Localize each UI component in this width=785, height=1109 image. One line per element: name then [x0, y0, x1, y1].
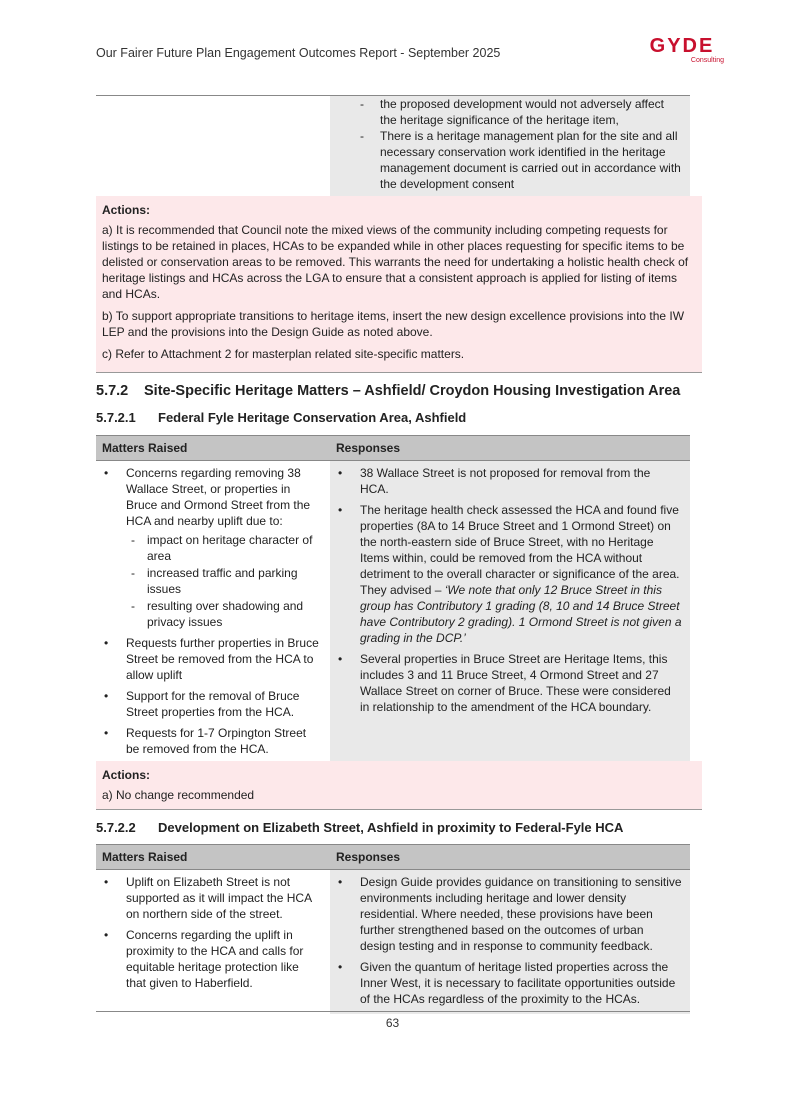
responses-header: Responses [330, 845, 690, 870]
logo-wordmark: GYDE [649, 35, 715, 57]
continued-table-row [96, 95, 690, 196]
list-item: • Requests for 1-7 Orpington Street be removed from the HCA. [96, 725, 330, 757]
actions-heading: Actions: [102, 768, 150, 782]
sub-list-item: - increased traffic and parking issues [126, 565, 322, 597]
table-row [96, 461, 690, 786]
subsection-number: 5.7.2.2 [96, 820, 136, 835]
list-item: • Requests further properties in Bruce Street be removed from the HCA to allow uplift [96, 635, 330, 683]
table-header-row [96, 436, 690, 461]
matters-table-1 [96, 435, 690, 786]
subsection-title: Development on Elizabeth Street, Ashfield in proximity to Federal-Fyle HCA [158, 820, 624, 835]
list-item: • Several properties in Bruce Street are Heritage Items, this includes 3 and 11 Bruce Street, 4 Ormond Street and 27 Wallace Street on corner of Bruce. These were considered in relationship to the amendment of the HCA boundary. [330, 651, 690, 715]
action-item: a) No change recommended [102, 788, 255, 802]
table-row [96, 870, 690, 1015]
matters-cell [96, 461, 330, 786]
list-item: • 38 Wallace Street is not proposed for removal from the HCA. [330, 465, 690, 497]
actions-block-2 [96, 761, 702, 810]
subsection-heading-5-7-2-1 [96, 410, 466, 425]
list-item: • Concerns regarding the uplift in proximity to the HCA and calls for equitable heritage protection like that given to Haberfield. [96, 927, 330, 991]
sub-list-item: - resulting over shadowing and privacy issues [126, 598, 322, 630]
page-number: 63 [385, 1016, 400, 1030]
continued-response-item: - There is a heritage management plan for the site and all necessary conservation work identified in the heritage management document is carried out in accordance with the development consent [330, 128, 690, 192]
list-item: • Given the quantum of heritage listed properties across the Inner West, it is necessary to facilitate opportunities outside of the HCAs regardless of the proximity to the HCAs. [330, 959, 690, 1007]
continued-responses-cell [330, 96, 690, 196]
list-item: • Uplift on Elizabeth Street is not supported as it will impact the HCA on northern side of the street. [96, 874, 330, 922]
matters-header: Matters Raised [96, 845, 330, 870]
action-item: a) It is recommended that Council note the mixed views of the community including competing requests for listings to be retained in places, HCAs to be expanded while in other places requesting for specific items to be delisted or conservation areas to be removed. This warrants the need for undertaking a holistic health check of heritage listings and HCAs across the LGA to ensure that a consistent approach is applied for listing of items and HCAs. [102, 223, 689, 301]
matters-table-2 [96, 844, 690, 1014]
action-item: b) To support appropriate transitions to heritage items, insert the new design excellence provisions into the IW LEP and the provisions into the Design Guide as noted above. [102, 309, 685, 339]
quoted-advice: ‘We note that only 12 Bruce Street in this group has Contributory 1 grading (8, 10 and 14 Bruce Street have Contributory 2 grading). 1 Ormond Street is not given a grading in the DCP.’ [360, 583, 682, 645]
responses-cell [330, 461, 690, 786]
continued-response-item: - the proposed development would not adversely affect the heritage significance of the heritage item, [330, 96, 690, 128]
report-title: Our Fairer Future Plan Engagement Outcomes Report - September 2025 [96, 46, 501, 60]
subsection-title: Federal Fyle Heritage Conservation Area, Ashfield [158, 410, 467, 425]
responses-list [330, 465, 690, 715]
sub-list-item: - impact on heritage character of area [126, 532, 322, 564]
list-item: • Support for the removal of Bruce Street properties from the HCA. [96, 688, 330, 720]
section-title: Site-Specific Heritage Matters – Ashfield/ Croydon Housing Investigation Area [144, 383, 681, 399]
table-header-row [96, 845, 690, 870]
continued-response-list [330, 96, 690, 192]
table-bottom-rule [96, 1011, 690, 1012]
responses-header: Responses [330, 436, 690, 461]
list-item: • Concerns regarding removing 38 Wallace Street, or properties in Bruce and Ormond Street from the HCA and nearby uplift due to: - impact on heritage character of area - increased traffic and parking issues - resulting over shadowing and privacy issues [96, 465, 330, 630]
actions-heading: Actions: [102, 203, 150, 217]
matters-list [96, 465, 330, 757]
matters-cell [96, 870, 330, 1015]
responses-list [330, 874, 690, 1007]
list-item: • Design Guide provides guidance on transitioning to sensitive environments including heritage and lower density residential. Where needed, these provisions have been further strengthened based on the outcomes of urban design testing and in response to community feedback. [330, 874, 690, 954]
subsection-heading-5-7-2-2 [96, 820, 623, 835]
matters-list [96, 874, 330, 991]
matters-header: Matters Raised [96, 436, 330, 461]
sub-list [126, 532, 322, 630]
actions-block-1 [96, 196, 702, 373]
subsection-number: 5.7.2.1 [96, 410, 136, 425]
action-item: c) Refer to Attachment 2 for masterplan related site-specific matters. [102, 347, 465, 361]
continued-matters-cell [96, 96, 330, 196]
gyde-logo [636, 36, 728, 64]
logo-subtitle: Consulting [690, 57, 724, 64]
responses-cell [330, 870, 690, 1015]
list-item: • The heritage health check assessed the HCA and found five properties (8A to 14 Bruce Street and 1 Ormond Street) on the north-eastern side of Bruce Street, with no Heritage Items within, could be removed from the HCA without detriment to the overall character or significance of the area. They advised – ‘We note that only 12 Bruce Street in this group has Contributory 1 grading (8, 10 and 14 Bruce Street have Contributory 2 grading). 1 Ormond Street is not given a grading in the DCP.’ [330, 502, 690, 646]
section-number: 5.7.2 [96, 383, 129, 399]
section-heading-5-7-2 [96, 383, 680, 399]
